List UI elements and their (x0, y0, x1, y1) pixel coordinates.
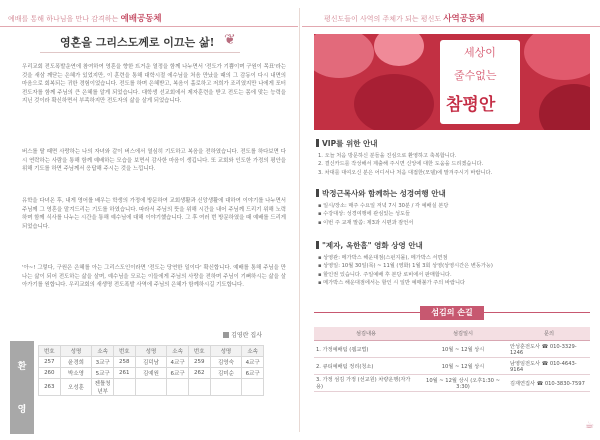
info-list (318, 202, 590, 227)
care-title: 섬김의 손길 (420, 306, 484, 320)
table-cell: 10월 ~ 12월 상시 (418, 341, 508, 358)
article-paragraph: 버스를 탈 때면 사랑하는 나의 자녀와 같이 버스에서 열심히 기도하고 복음을 전하였습니다. 전도를 하다보면 다시 연락하는 사람을 통해 함께 예배하는 모습을 보면서 감사한 마음이 생깁니다. 또 교회와 인도한 가정의 평안을 위해 기도를 하면 주님께서 응답해 주시는 것을 느낍니다. (22, 149, 286, 173)
section-heading (316, 240, 423, 251)
table-cell (210, 379, 242, 396)
table-cell: 1. 가정예배팀 (웹교법) (314, 341, 418, 358)
worship-column (0, 0, 298, 440)
table-cell: 김미순 (210, 368, 242, 379)
table-cell: 안성훈전도사 ☎ 010-3329-1246 (508, 341, 590, 358)
header-main: 사역공동체 (443, 14, 485, 24)
teacup-icon: ☕ (585, 420, 594, 431)
table-header: 성명 (135, 346, 167, 357)
table-header-row (314, 327, 590, 341)
table-cell: 259 (188, 357, 210, 368)
section-title: "제자, 옥한흠" 영화 상영 안내 (322, 241, 423, 250)
banner-line: 세상이 (464, 46, 496, 59)
list-item: ▪ 일시/장소: 매주 수요일 저녁 7시 30분 / 각 예배실 본당 (318, 203, 449, 209)
table-row (39, 357, 264, 368)
table-cell: 6교구 (167, 368, 189, 379)
list-item: 2. 결신카드를 작성해서 제출해 주시면 신앙에 대한 도움을 드리겠습니다. (318, 161, 484, 168)
leaf-shape (354, 74, 434, 130)
leaf-shape (539, 84, 590, 130)
list-item: ▪ 메가박스 해운대점에서는 할인 시 일반 예매불가 주의 바랍니다 (318, 280, 465, 287)
table-row (39, 379, 264, 396)
square-icon (223, 332, 229, 338)
title-rule (40, 52, 240, 53)
table-cell: 김재연집사 ☎ 010-3830-7597 (508, 375, 590, 392)
table-cell: 260 (39, 368, 61, 379)
table-cell: 3교구 (92, 357, 114, 368)
article-paragraph: '아~! 그렇다, 구원은 은혜를 아는 그리스도인이라면 '전도는 당연한 일이다' 확신합니다. 예배를 통해 주님을 만나는 삶이 되어 전도하는 삶을 살며, 예수님을 모르는 이들에게 주님의 사랑을 전하며 주님이 기뻐하시는 삶을 살아가기를 원합니다. 우리교회의 새생명 전도폭발 사역에 주님의 은혜가 함께하시길 기도합니다. (22, 265, 286, 289)
table-row (314, 341, 590, 358)
author-signature (223, 330, 262, 339)
table-cell: 4교구 (242, 357, 264, 368)
table-cell: 젠틀청년부 (92, 379, 114, 396)
list-item: ▪ 수강대상: 성경여행에 관심있는 성도들 (318, 211, 411, 218)
list-item: ▪ 이번 주 교재 말씀: 제3과 시편과 잠언서 (318, 219, 414, 226)
column-divider (299, 8, 300, 432)
table-cell: 3. 가정 섬김 가정 (선교원) 차량운행(자가용) (314, 375, 418, 392)
ministry-column (302, 0, 600, 440)
table-cell: 윤경희 (60, 357, 92, 368)
welcome-table (38, 345, 264, 396)
table-cell: 김덕남 (135, 357, 167, 368)
table-row (314, 358, 590, 375)
leaf-shape (524, 34, 590, 80)
table-header: 문의 (508, 327, 590, 341)
table-cell: 10월 ~ 12월 상시 (오후1:30 ~ 3:30) (418, 375, 508, 392)
table-cell: 김예원 (135, 368, 167, 379)
table-row (314, 375, 590, 392)
table-cell: 262 (188, 368, 210, 379)
bar-icon (316, 139, 319, 147)
author-name: 김영란 집사 (231, 332, 262, 339)
table-cell: 김영숙 (210, 357, 242, 368)
table-cell: 4교구 (167, 357, 189, 368)
banner-line: 참평안 (446, 95, 496, 115)
table-header: 번호 (188, 346, 210, 357)
info-list (318, 152, 590, 177)
welcome-label (10, 341, 34, 434)
worship-header (0, 0, 298, 27)
table-cell: 박소영 (60, 368, 92, 379)
table-cell: 261 (113, 368, 135, 379)
table-header: 소속 (92, 346, 114, 357)
table-cell (188, 379, 210, 396)
table-cell (135, 379, 167, 396)
care-table (314, 327, 590, 392)
list-item: 3. 차대를 대여오신 분은 어디서나 처음 대접한(모델)에 말겨주시기 바랍니다. (318, 169, 493, 176)
welcome-char: 환 (17, 362, 27, 372)
table-header: 성명 (60, 346, 92, 357)
bar-icon (316, 189, 319, 197)
list-item: 1. 오늘 처음 방문하신 분들을 진심으로 환영하고 축복합니다. (318, 153, 457, 159)
section-heading (316, 138, 378, 149)
banner-line: 줄수없는 (454, 69, 497, 82)
table-cell: 남영임전도사 ☎ 010-4643-9164 (508, 358, 590, 375)
table-row (39, 368, 264, 379)
section-heading (316, 188, 446, 199)
table-header: 번호 (39, 346, 61, 357)
table-header: 번호 (113, 346, 135, 357)
article-title: 영혼을 그리스도께로 이끄는 삶! (60, 36, 215, 49)
table-cell (167, 379, 189, 396)
leaf-shape (374, 34, 424, 66)
table-cell: 257 (39, 357, 61, 368)
table-header-row (39, 346, 264, 357)
section-title: VIP를 위한 안내 (322, 139, 378, 148)
list-item: ▪ 상영일: 10월 30일(목) ~ 11월 (영화) 1월 3회 상영(상영시간은 변동가능) (318, 263, 493, 270)
flourish-ornament: ❦ (224, 32, 236, 48)
welcome-char: 영 (17, 405, 27, 415)
header-main: 예배공동체 (120, 14, 162, 24)
section-title: 박정근목사와 함께하는 성경여행 안내 (322, 189, 446, 198)
article-paragraph: 유학을 다녀온 후, 내게 영어를 배우는 학생의 가정에 방문하여 교회생활과 신앙생활에 대하여 이야기를 나누면서 주님께 그 영혼을 맡겨드리는 기도를 하였습니다. 따라서 주님의 뜻을 위해 시간을 내어 주님께 드리기 위해 노력하며 함께 식사를 나누는 시간을 통해 예수님에 대해 이야기했습니다. 그 후 여러 번 방문하였을 때 예배를 드리게 되었습니다. (22, 198, 286, 230)
table-header: 섬김일시 (418, 327, 508, 341)
peace-banner (314, 34, 590, 130)
header-subtitle: 예배를 통해 하나님을 만나 감격하는 (8, 15, 119, 23)
bar-icon (316, 241, 319, 249)
info-list (318, 254, 590, 288)
table-cell: 258 (113, 357, 135, 368)
table-header: 소속 (242, 346, 264, 357)
table-cell: 오성훈 (60, 379, 92, 396)
table-cell: 10월 ~ 12월 상시 (418, 358, 508, 375)
table-cell: 6교구 (242, 368, 264, 379)
table-cell (242, 379, 264, 396)
table-cell (113, 379, 135, 396)
table-cell: 263 (39, 379, 61, 396)
list-item: ▪ 할인권 있습니다. 주일예배 후 본당 로비에서 판매합니다. (318, 271, 452, 278)
table-cell: 5교구 (92, 368, 114, 379)
table-header: 성명 (210, 346, 242, 357)
list-item: ▪ 상영관: 메가박스 해운대점(스펀지몰), 메가박스 서면점 (318, 255, 448, 261)
leaf-shape (314, 34, 374, 78)
table-cell: 2. 큐티예배팀 정리(청소) (314, 358, 418, 375)
table-header: 소속 (167, 346, 189, 357)
article-paragraph: 우리교회 전도폭발운연에 참여하여 영혼을 향한 뜨거운 열정을 함께 나누면서 '전도가 기쁨이며 구원이 목표'라는 것을 새삼 깨닫는 은혜가 있었지만, 이 훈련을 통해 대학시절 에수님을 처음 만났을 때의 그 감동이 다시 내면의 마음으로 회복되는 귀한 경험이었습니다. 전도를 하며 은혜받고, 복음이 홀로하고 저희가 조리였지만 나에게 포터 전도자를 함께 주님의 큰 은혜를 알게 되었습니다. 대학생 선교회에서 제자훈련을 받고 전도는 몸에 맞는 능력을 지닌 것이라 확신하면서 부족하지만 전도자의 삶을 살게 되었습니다. (22, 64, 286, 105)
ministry-header (302, 0, 600, 27)
table-header: 섬김내용 (314, 327, 418, 341)
header-subtitle: 평신도들이 사역의 주체가 되는 평신도 (324, 15, 442, 23)
